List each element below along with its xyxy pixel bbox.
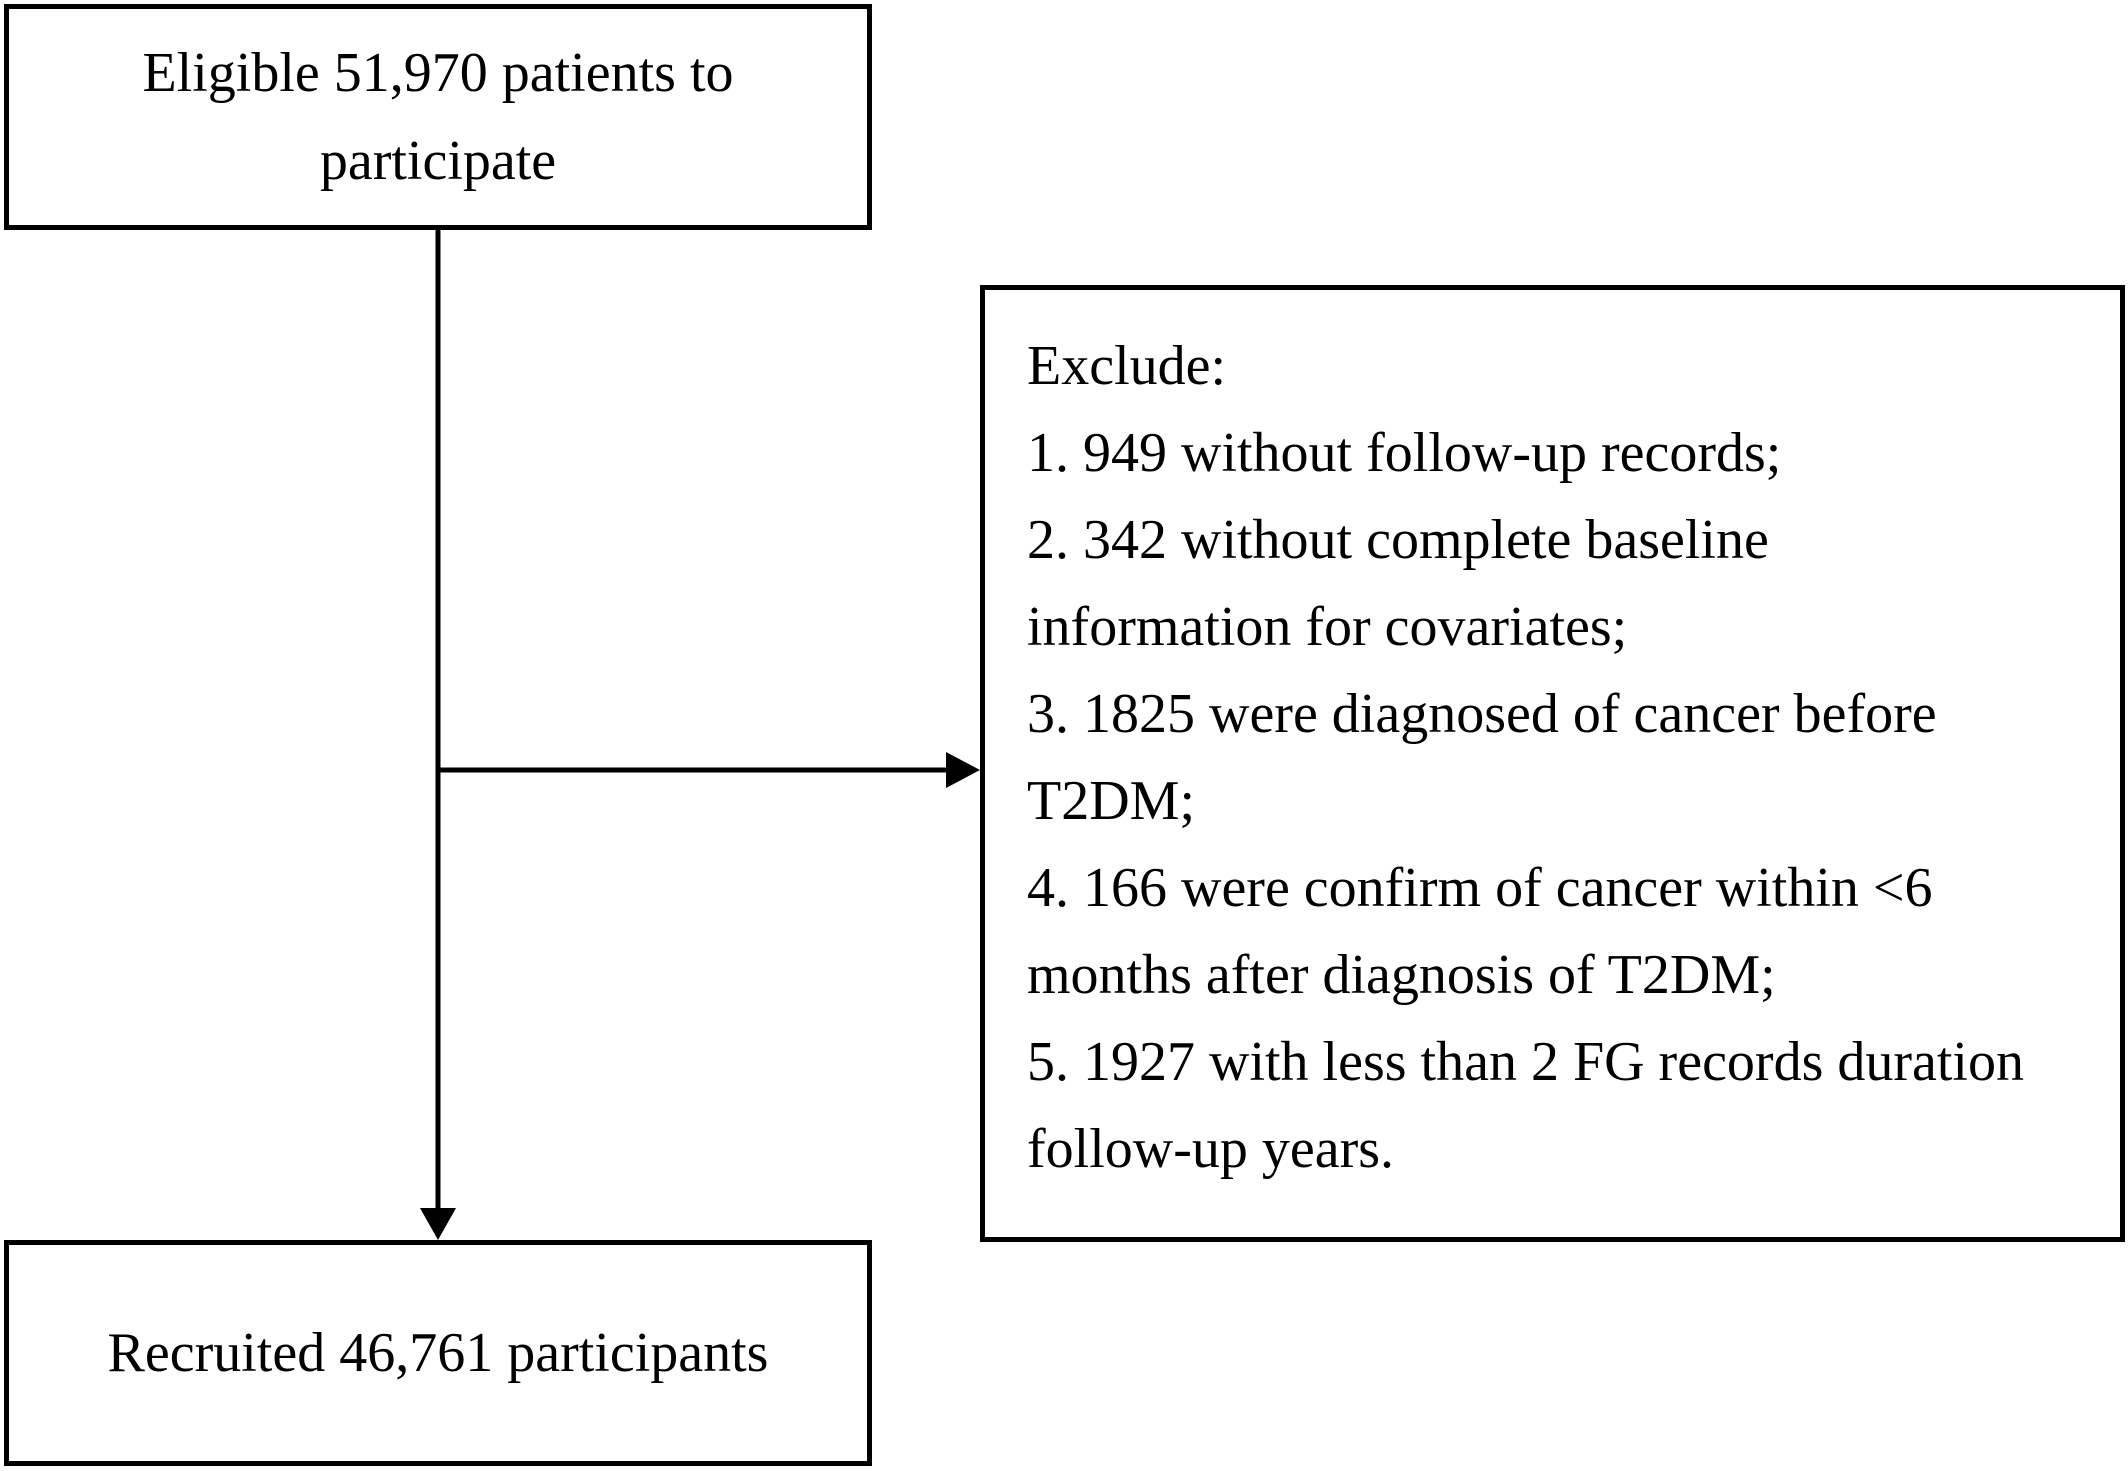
recruited-participants-text: Recruited 46,761 participants — [107, 1322, 769, 1384]
right-arrowhead — [946, 752, 980, 788]
exclude-line-1: 1. 949 without follow-up records; — [1027, 422, 1782, 484]
eligible-patients-box — [4, 4, 872, 230]
exclude-line-7: months after diagnosis of T2DM; — [1027, 944, 1776, 1006]
eligible-patients-text — [48, 29, 828, 205]
exclude-line-5: T2DM; — [1027, 770, 1195, 832]
eligible-line-1: Eligible 51,970 patients to — [142, 42, 734, 104]
exclude-line-6: 4. 166 were confirm of cancer within <6 — [1027, 857, 1933, 919]
recruited-participants-box — [4, 1240, 872, 1466]
exclude-line-2: 2. 342 without complete baseline — [1027, 509, 1769, 571]
exclusion-criteria-list — [1027, 323, 2100, 1193]
eligible-line-2: participate — [319, 130, 557, 192]
exclude-line-9: follow-up years. — [1027, 1118, 1395, 1180]
exclude-line-3: information for covariates; — [1027, 596, 1628, 658]
exclude-line-4: 3. 1825 were diagnosed of cancer before — [1027, 683, 1937, 745]
down-arrowhead — [420, 1208, 456, 1240]
exclude-heading: Exclude: — [1027, 335, 1227, 397]
exclusion-criteria-box — [980, 285, 2125, 1242]
exclude-line-8: 5. 1927 with less than 2 FG records duration — [1027, 1031, 2024, 1093]
